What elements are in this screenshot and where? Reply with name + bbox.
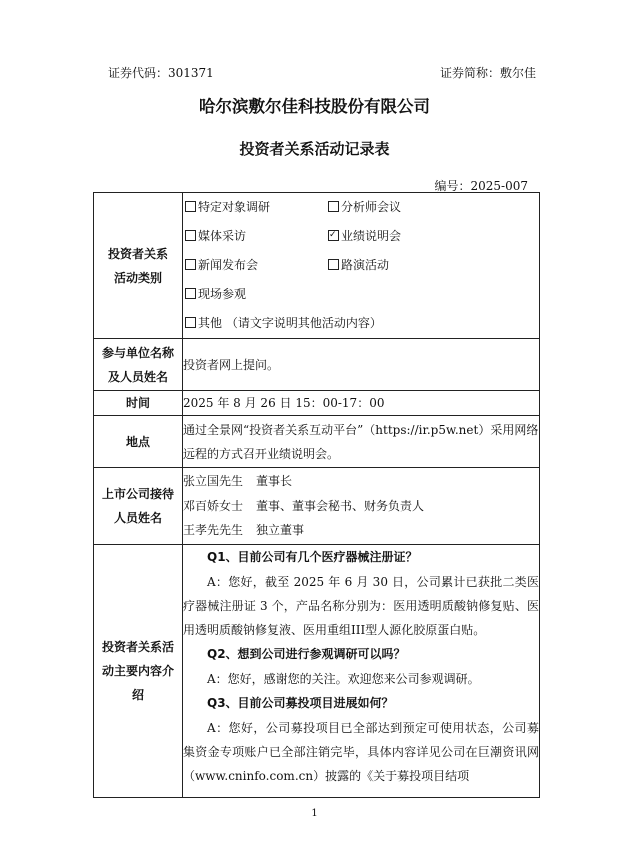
checkbox-icon[interactable] bbox=[328, 259, 339, 270]
question-2: Q2、想到公司进行参观调研可以吗？ bbox=[207, 647, 406, 662]
location-value: 通过全景网“投资者关系互动平台”（https://ir.p5w.net）采用网络远程的方式召开业绩说明会。 bbox=[183, 416, 540, 468]
company-name: 哈尔滨敷尔佳科技股份有限公司 bbox=[199, 97, 430, 116]
form-title: 投资者关系活动记录表 bbox=[239, 140, 390, 158]
checkbox-icon[interactable] bbox=[185, 317, 196, 328]
document-number: 编号：2025-007 bbox=[434, 179, 528, 193]
stock-abbreviation: 证券简称：敷尔佳 bbox=[439, 66, 536, 80]
option-press-conference[interactable]: 新闻发布会 bbox=[185, 251, 328, 280]
answer-2: A：您好，感谢您的关注。欢迎您来公司参观调研。 bbox=[207, 671, 480, 686]
row-reception bbox=[94, 468, 540, 545]
label-content: 投资者关系活动主要内容介绍 bbox=[94, 545, 183, 798]
row-location bbox=[94, 416, 540, 468]
answer-3: A：您好，公司募投项目已全部达到预定可使用状态，公司募集资金专项账户已全部注销完毕，具体内容详见公司在巨潮资讯网（www.cninfo.com.cn）披露的《关于募投项目结项 bbox=[183, 720, 539, 784]
label-time: 时间 bbox=[94, 391, 183, 416]
person-row: 邓百娇女士 董事、董事会秘书、财务负责人 bbox=[183, 498, 425, 513]
option-roadshow[interactable]: 路演活动 bbox=[328, 251, 539, 280]
checkbox-icon[interactable] bbox=[185, 288, 196, 299]
question-1: Q1、目前公司有几个医疗器械注册证？ bbox=[207, 550, 418, 564]
reception-people bbox=[183, 468, 540, 545]
label-participants: 参与单位名称及人员姓名 bbox=[94, 339, 183, 391]
option-specific-research[interactable]: 特定对象调研 bbox=[185, 193, 328, 222]
option-media-interview[interactable]: 媒体采访 bbox=[185, 222, 328, 251]
option-analyst-meeting[interactable]: 分析师会议 bbox=[328, 193, 539, 222]
checkbox-checked-icon[interactable] bbox=[328, 230, 339, 241]
row-participants bbox=[94, 339, 540, 391]
option-other[interactable]: 其他 （请文字说明其他活动内容） bbox=[185, 309, 539, 338]
page-number: 1 bbox=[311, 808, 318, 819]
checkbox-icon[interactable] bbox=[328, 201, 339, 212]
person-row: 张立国先生 董事长 bbox=[183, 474, 293, 489]
label-activity-category: 投资者关系活动类别 bbox=[94, 193, 183, 339]
content-qa bbox=[183, 545, 540, 798]
checkbox-icon[interactable] bbox=[185, 259, 196, 270]
activity-record-table bbox=[93, 192, 540, 798]
stock-code: 证券代码：301371 bbox=[108, 66, 214, 80]
row-content bbox=[94, 545, 540, 798]
answer-1: A：您好，截至 2025 年 6 月 30 日，公司累计已获批二类医疗器械注册证 3 个，产品名称分别为：医用透明质酸钠修复贴、医用透明质酸钠修复液、医用重组III型人源化胶原蛋白贴。 bbox=[183, 574, 539, 638]
time-value: 2025 年 8 月 26 日 15：00-17：00 bbox=[183, 391, 540, 416]
checkbox-icon[interactable] bbox=[185, 230, 196, 241]
label-location: 地点 bbox=[94, 416, 183, 468]
person-row: 王孝先先生 独立董事 bbox=[183, 523, 305, 538]
checkbox-icon[interactable] bbox=[185, 201, 196, 212]
participants-value: 投资者网上提问。 bbox=[183, 339, 540, 391]
question-3: Q3、目前公司募投项目进展如何？ bbox=[207, 696, 394, 711]
label-reception: 上市公司接待人员姓名 bbox=[94, 468, 183, 545]
activity-category-options bbox=[183, 193, 540, 339]
row-activity-category bbox=[94, 193, 540, 339]
row-time bbox=[94, 391, 540, 416]
option-earnings-briefing[interactable]: ✓ 业绩说明会 bbox=[328, 222, 539, 251]
option-site-visit[interactable]: 现场参观 bbox=[185, 280, 539, 309]
